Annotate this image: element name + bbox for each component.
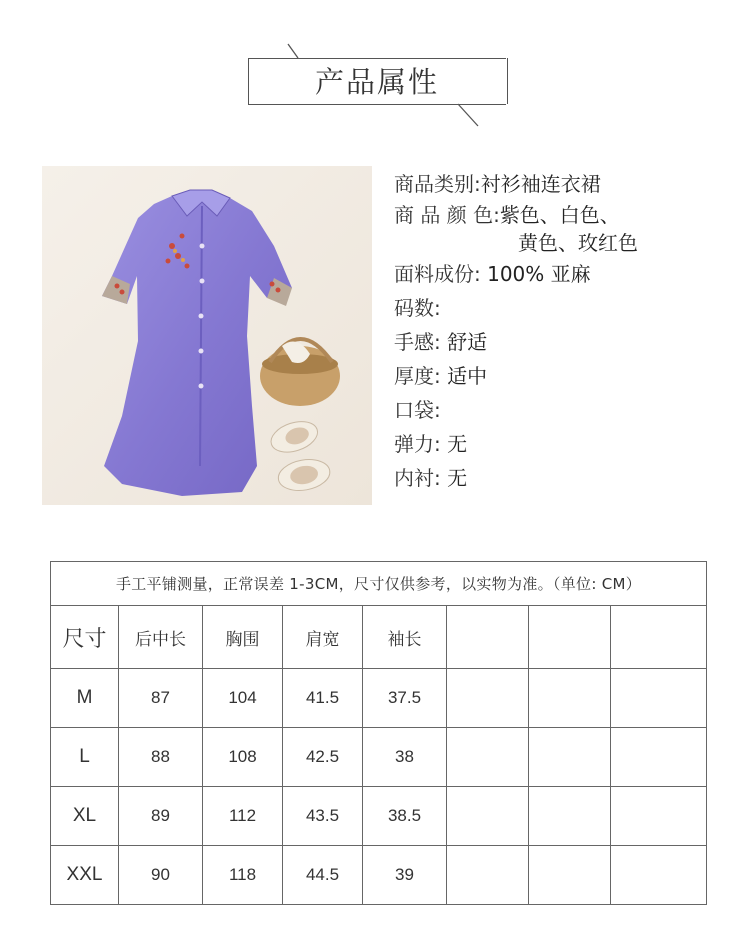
size-cell: L: [51, 728, 119, 787]
table-cell: 41.5: [283, 669, 363, 728]
table-cell: [611, 787, 707, 846]
table-cell: [447, 728, 529, 787]
attr-label: 手感:: [394, 330, 441, 354]
size-cell: XXL: [51, 846, 119, 905]
table-cell: 44.5: [283, 846, 363, 905]
table-cell: [529, 669, 611, 728]
header-cell: [611, 606, 707, 669]
table-cell: [529, 787, 611, 846]
header-cell: 尺寸: [51, 606, 119, 669]
size-table: [50, 561, 707, 905]
table-cell: [447, 669, 529, 728]
table-cell: 42.5: [283, 728, 363, 787]
attr-label: 码数:: [394, 296, 441, 320]
attr-colors: [394, 201, 734, 257]
size-cell: M: [51, 669, 119, 728]
page-title: 产品属性: [314, 65, 439, 99]
table-cell: 112: [203, 787, 283, 846]
product-attributes: [394, 167, 734, 495]
header-cell: 胸围: [203, 606, 283, 669]
attr-value: 适中: [440, 364, 488, 388]
attr-label: 内衬:: [394, 466, 441, 490]
attr-value: 衬衫袖连衣裙: [480, 172, 601, 196]
table-cell: 108: [203, 728, 283, 787]
table-cell: [447, 846, 529, 905]
attr-size: [394, 291, 734, 325]
header-cell: 肩宽: [283, 606, 363, 669]
table-cell: 104: [203, 669, 283, 728]
table-row: [51, 669, 707, 728]
attr-lining: [394, 461, 734, 495]
attr-label: 厚度:: [394, 364, 441, 388]
header-cell: 后中长: [119, 606, 203, 669]
attr-pocket: [394, 393, 734, 427]
table-cell: 90: [119, 846, 203, 905]
table-cell: 39: [363, 846, 447, 905]
dress-illustration: [42, 166, 372, 505]
attr-thickness: [394, 359, 734, 393]
table-cell: 118: [203, 846, 283, 905]
attr-value: 紫色、白色、: [499, 203, 620, 227]
attr-value: 无: [440, 432, 468, 456]
table-cell: 37.5: [363, 669, 447, 728]
table-cell: [611, 728, 707, 787]
attr-label: 商 品 颜 色:: [394, 203, 500, 227]
table-header-row: [51, 606, 707, 669]
table-row: [51, 728, 707, 787]
table-cell: 38: [363, 728, 447, 787]
header-cell: 袖长: [363, 606, 447, 669]
table-cell: [611, 669, 707, 728]
table-cell: 89: [119, 787, 203, 846]
header-cell: [447, 606, 529, 669]
attr-label: 口袋:: [394, 398, 441, 422]
attr-category: [394, 167, 734, 201]
size-note: 手工平铺测量，正常误差 1-3CM，尺寸仅供参考，以实物为准。（单位: CM）: [51, 562, 707, 606]
header-bottom-rule: [248, 104, 506, 105]
table-cell: [447, 787, 529, 846]
attr-value: 100% 亚麻: [480, 262, 591, 286]
attr-fabric: [394, 257, 734, 291]
table-row: [51, 846, 707, 905]
size-cell: XL: [51, 787, 119, 846]
attr-feel: [394, 325, 734, 359]
attr-value-line2: 黄色、玫红色: [518, 231, 638, 255]
attr-elasticity: [394, 427, 734, 461]
attr-label: 商品类别:: [394, 172, 481, 196]
attr-label: 面料成份:: [394, 262, 481, 286]
table-cell: 38.5: [363, 787, 447, 846]
table-cell: [611, 846, 707, 905]
table-cell: [529, 846, 611, 905]
attr-value: 无: [440, 466, 468, 490]
attr-label: 弹力:: [394, 432, 441, 456]
table-cell: 88: [119, 728, 203, 787]
product-image: [42, 166, 372, 505]
table-cell: [529, 728, 611, 787]
table-row: [51, 787, 707, 846]
table-cell: 43.5: [283, 787, 363, 846]
table-cell: 87: [119, 669, 203, 728]
header-cell: [529, 606, 611, 669]
attr-value: 舒适: [440, 330, 488, 354]
